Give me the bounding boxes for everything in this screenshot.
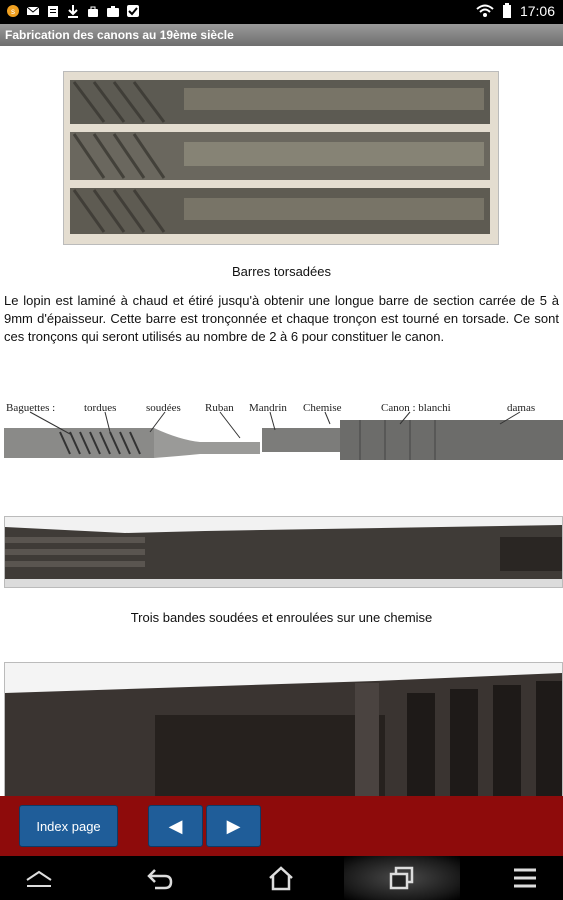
notification-icons (6, 4, 140, 18)
bag-icon (86, 4, 100, 18)
caption-twisted-bars: Barres torsadées (232, 264, 331, 279)
collapse-icon[interactable] (24, 864, 54, 892)
next-button[interactable]: ▶ (206, 805, 261, 847)
content-area[interactable] (0, 46, 563, 796)
wifi-icon (476, 4, 494, 18)
home-icon[interactable] (266, 864, 296, 892)
index-page-button[interactable]: Index page (19, 805, 118, 847)
twisted-bars-photo (63, 71, 499, 245)
label-canon: Canon : blanchi (381, 402, 451, 414)
barrel-diagram (0, 398, 563, 478)
previous-button[interactable]: ◀ (148, 805, 203, 847)
mail-icon (26, 4, 40, 18)
notification-app-icon (6, 4, 20, 18)
clock: 17:06 (519, 3, 555, 19)
download-icon (66, 4, 80, 18)
caption-three-bands: Trois bandes soudées et enroulées sur une chemise (130, 610, 433, 625)
page-title: Fabrication des canons au 19ème siècle (5, 28, 234, 42)
description-paragraph: Le lopin est laminé à chaud et étiré jusqu'à obtenir une longue barre de section carrée de 5 à 9mm d'épaisseur. Cette barre est tronçonnée et chaque tronçon est tourné en torsade. Ce sont ces tronçons qui seront utilisés au nombre de 2 à 6 pour constituer le canon. (4, 293, 559, 344)
barrel-detail-photo (4, 662, 563, 796)
label-mandrin: Mandrin (249, 402, 287, 414)
clipboard-icon (46, 4, 60, 18)
menu-icon[interactable] (510, 864, 540, 892)
label-damas: damas (507, 402, 536, 414)
recent-apps-icon[interactable] (387, 864, 417, 892)
briefcase-icon (106, 4, 120, 18)
label-baguettes: Baguettes : (6, 402, 56, 414)
status-bar (0, 0, 563, 24)
label-soudees: soudées (146, 402, 181, 414)
svg-text:s: s (11, 7, 15, 16)
app-title-bar (0, 24, 563, 46)
checkmark-icon (126, 4, 140, 18)
system-navigation-bar (0, 856, 563, 900)
label-tordues: tordues (84, 402, 117, 414)
back-icon[interactable] (145, 864, 175, 892)
bottom-button-bar (0, 796, 563, 856)
three-bands-photo (4, 516, 563, 588)
label-chemise: Chemise (303, 402, 342, 414)
label-ruban: Ruban (205, 402, 234, 414)
status-right (476, 3, 555, 19)
battery-icon (502, 3, 512, 19)
